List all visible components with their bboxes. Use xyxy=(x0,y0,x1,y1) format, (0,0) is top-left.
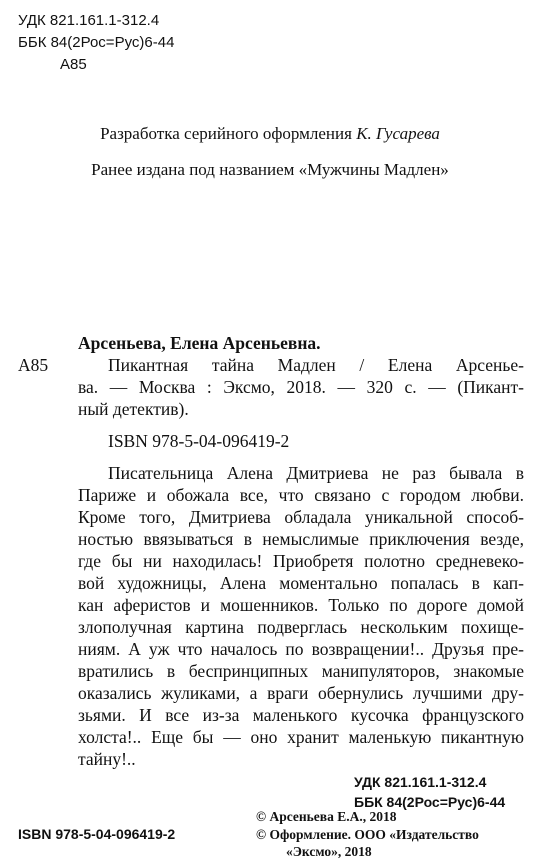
isbn-bottom: ISBN 978-5-04-096419-2 xyxy=(18,826,176,842)
annotation-line: Кроме того, Дмитриева обладала уникальной способ- xyxy=(78,507,524,527)
bib-line: ва. — Москва : Эксмо, 2018. — 320 с. — (Пикант- xyxy=(78,377,524,397)
series-designer-name: К. Гусарева xyxy=(356,124,440,143)
copyright-line: © Оформление. ООО «Издательство xyxy=(256,827,479,842)
bbk-code: ББК 84(2Рос=Рус)6-44 xyxy=(18,34,175,51)
annotation-line: ностью ввязываться в немыслимые приключения везде, xyxy=(78,529,524,549)
annotation-line: вой художницы, Алена моментально попалась в кап- xyxy=(78,573,524,593)
bib-line: ный детектив). xyxy=(78,399,189,419)
annotation-line: зьями. И все из-за маленького кусочка французского xyxy=(78,705,524,725)
annotation-line: тайну!.. xyxy=(78,749,136,769)
copyright-line: «Эксмо», 2018 xyxy=(286,844,372,859)
annotation-line: вратились в беспринципных манипуляторов, знакомые xyxy=(78,661,524,681)
annotation-line: кан аферистов и мошенников. Только по дороге домой xyxy=(78,595,524,615)
annotation-line: оказались жуликами, а враги обернулись лучшими дру- xyxy=(78,683,524,703)
annotation-line: Писательница Алена Дмитриева не раз бывала в xyxy=(108,463,524,483)
bib-author: Арсеньева, Елена Арсеньевна. xyxy=(78,333,321,353)
udk-code: УДК 821.161.1-312.4 xyxy=(18,12,160,29)
series-design-credit xyxy=(0,122,540,146)
udk-code-bottom: УДК 821.161.1-312.4 xyxy=(354,774,487,790)
bib-isbn: ISBN 978-5-04-096419-2 xyxy=(108,431,290,451)
copyright-line: © Арсеньева Е.А., 2018 xyxy=(256,809,397,824)
annotation-line: холста!.. Еще бы — оно хранит маленькую пикантную xyxy=(78,727,524,747)
annotation-line: Париже и обожала все, что связано с городом любви. xyxy=(78,485,524,505)
series-design-prefix: Разработка серийного оформления xyxy=(100,124,352,143)
annotation-line: злополучная картина подверглась нескольким похище- xyxy=(78,617,524,637)
bib-line: Пикантная тайна Мадлен / Елена Арсенье- xyxy=(108,355,524,375)
previous-edition-note: Ранее издана под названием «Мужчины Мадлен» xyxy=(91,160,449,179)
bib-author-mark: А85 xyxy=(18,355,49,375)
bbk-code-bottom: ББК 84(2Рос=Рус)6-44 xyxy=(354,794,506,810)
annotation-line: ниям. А уж что началось по возвращении!.. Друзья пре- xyxy=(78,639,524,659)
author-mark: А85 xyxy=(60,56,87,73)
annotation-line: где бы ни находилась! Приобретя полотно средневеко- xyxy=(78,551,524,571)
